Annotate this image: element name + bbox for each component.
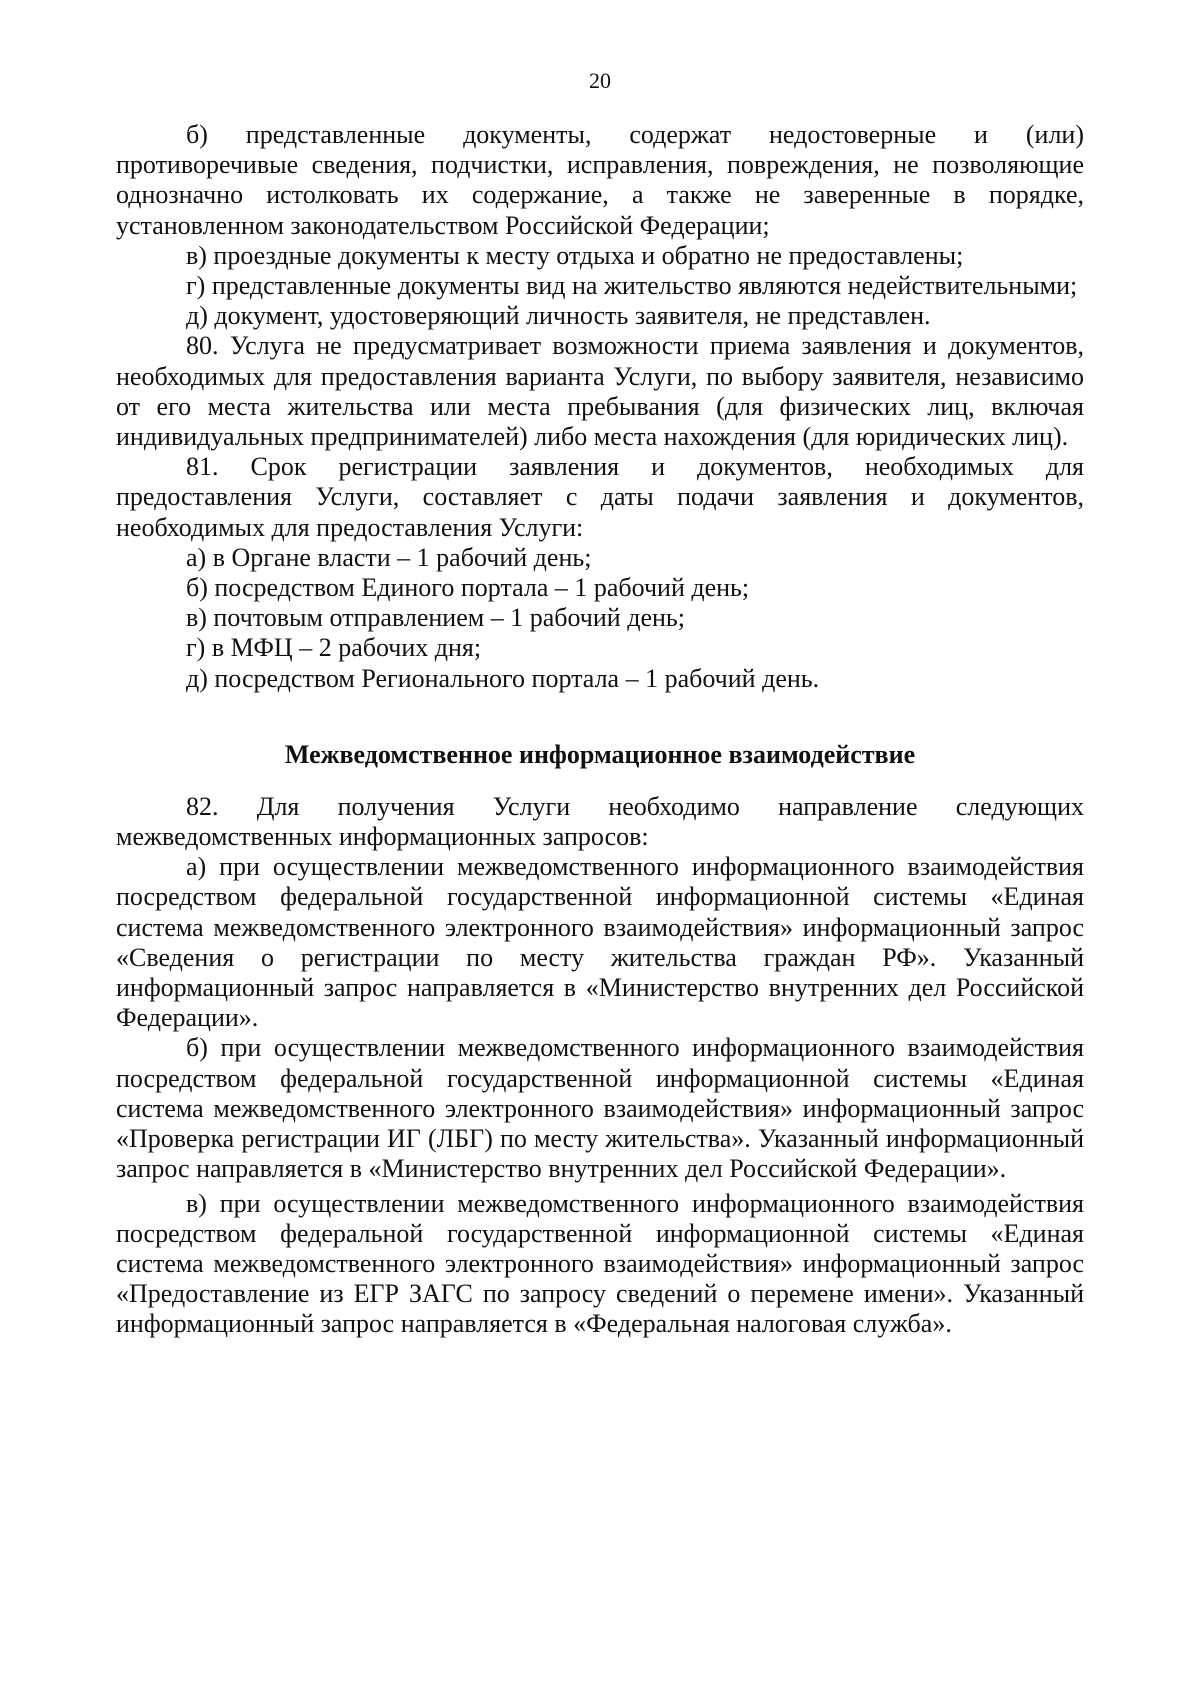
list-item-b: б) посредством Единого портала – 1 рабочий день; [186, 573, 750, 603]
paragraph-82-b: б) при осуществлении межведомственного информационного взаимодействия посредством федеральной государственной информационной системы «Единая система межведомственного электронного взаимодействия» информационный запрос «Проверка регистрации ИГ (ЛБГ) по месту жительства». Указанный информационный запрос направляется в «Министерство внутренних дел Российской Федерации». [116, 1033, 1084, 1184]
list-item-a: а) в Органе власти – 1 рабочий день; [186, 542, 592, 572]
document-body [116, 120, 1084, 1340]
paragraph-b-documents-invalid: б) представленные документы, содержат недостоверные и (или) противоречивые сведения, подчистки, исправления, повреждения, не позволяющие однозначно истолковать их содержание, а также не заверенные в порядке, установленном законодательством Российской Федерации; [116, 120, 1084, 240]
list-item-d: д) посредством Регионального портала – 1 рабочий день. [186, 663, 820, 693]
paragraph-g-residence-permit: г) представленные документы вид на жительство являются недействительными; [186, 271, 1078, 301]
list-item-g: г) в МФЦ – 2 рабочих дня; [186, 633, 482, 663]
page-number: 20 [589, 68, 611, 93]
section-spacer [116, 694, 1084, 740]
paragraph-82-v: в) при осуществлении межведомственного информационного взаимодействия посредством федеральной государственной информационной системы «Единая система межведомственного электронного взаимодействия» информационный запрос «Предоставление из ЕГР ЗАГС по запросу сведений о перемене имени». Указанный информационный запрос направляется в «Федеральная налоговая служба». [116, 1188, 1084, 1339]
section-heading: Межведомственное информационное взаимодействие [284, 739, 916, 769]
paragraph-82-a: а) при осуществлении межведомственного информационного взаимодействия посредством федеральной государственной информационной системы «Единая система межведомственного электронного взаимодействия» информационный запрос «Сведения о регистрации по месту жительства граждан РФ». Указанный информационный запрос направляется в «Министерство внутренних дел Российской Федерации». [116, 852, 1084, 1033]
paragraph-80: 80. Услуга не предусматривает возможности приема заявления и документов, необходимых для предоставления варианта Услуги, по выбору заявителя, независимо от его места жительства или места пребывания (для физических лиц, включая индивидуальных предпринимателей) либо места нахождения (для юридических лиц). [116, 331, 1084, 452]
paragraph-d-identity-document: д) документ, удостоверяющий личность заявителя, не представлен. [186, 301, 931, 331]
paragraph-81: 81. Срок регистрации заявления и документов, необходимых для предоставления Услуги, составляет с даты подачи заявления и документов, необходимых для предоставления Услуги: [116, 452, 1084, 542]
list-item-v: в) почтовым отправлением – 1 рабочий день; [186, 603, 685, 633]
paragraph-v-travel-documents: в) проездные документы к месту отдыха и обратно не предоставлены; [186, 240, 964, 270]
paragraph-82: 82. Для получения Услуги необходимо направление следующих межведомственных информационных запросов: [116, 791, 1084, 852]
